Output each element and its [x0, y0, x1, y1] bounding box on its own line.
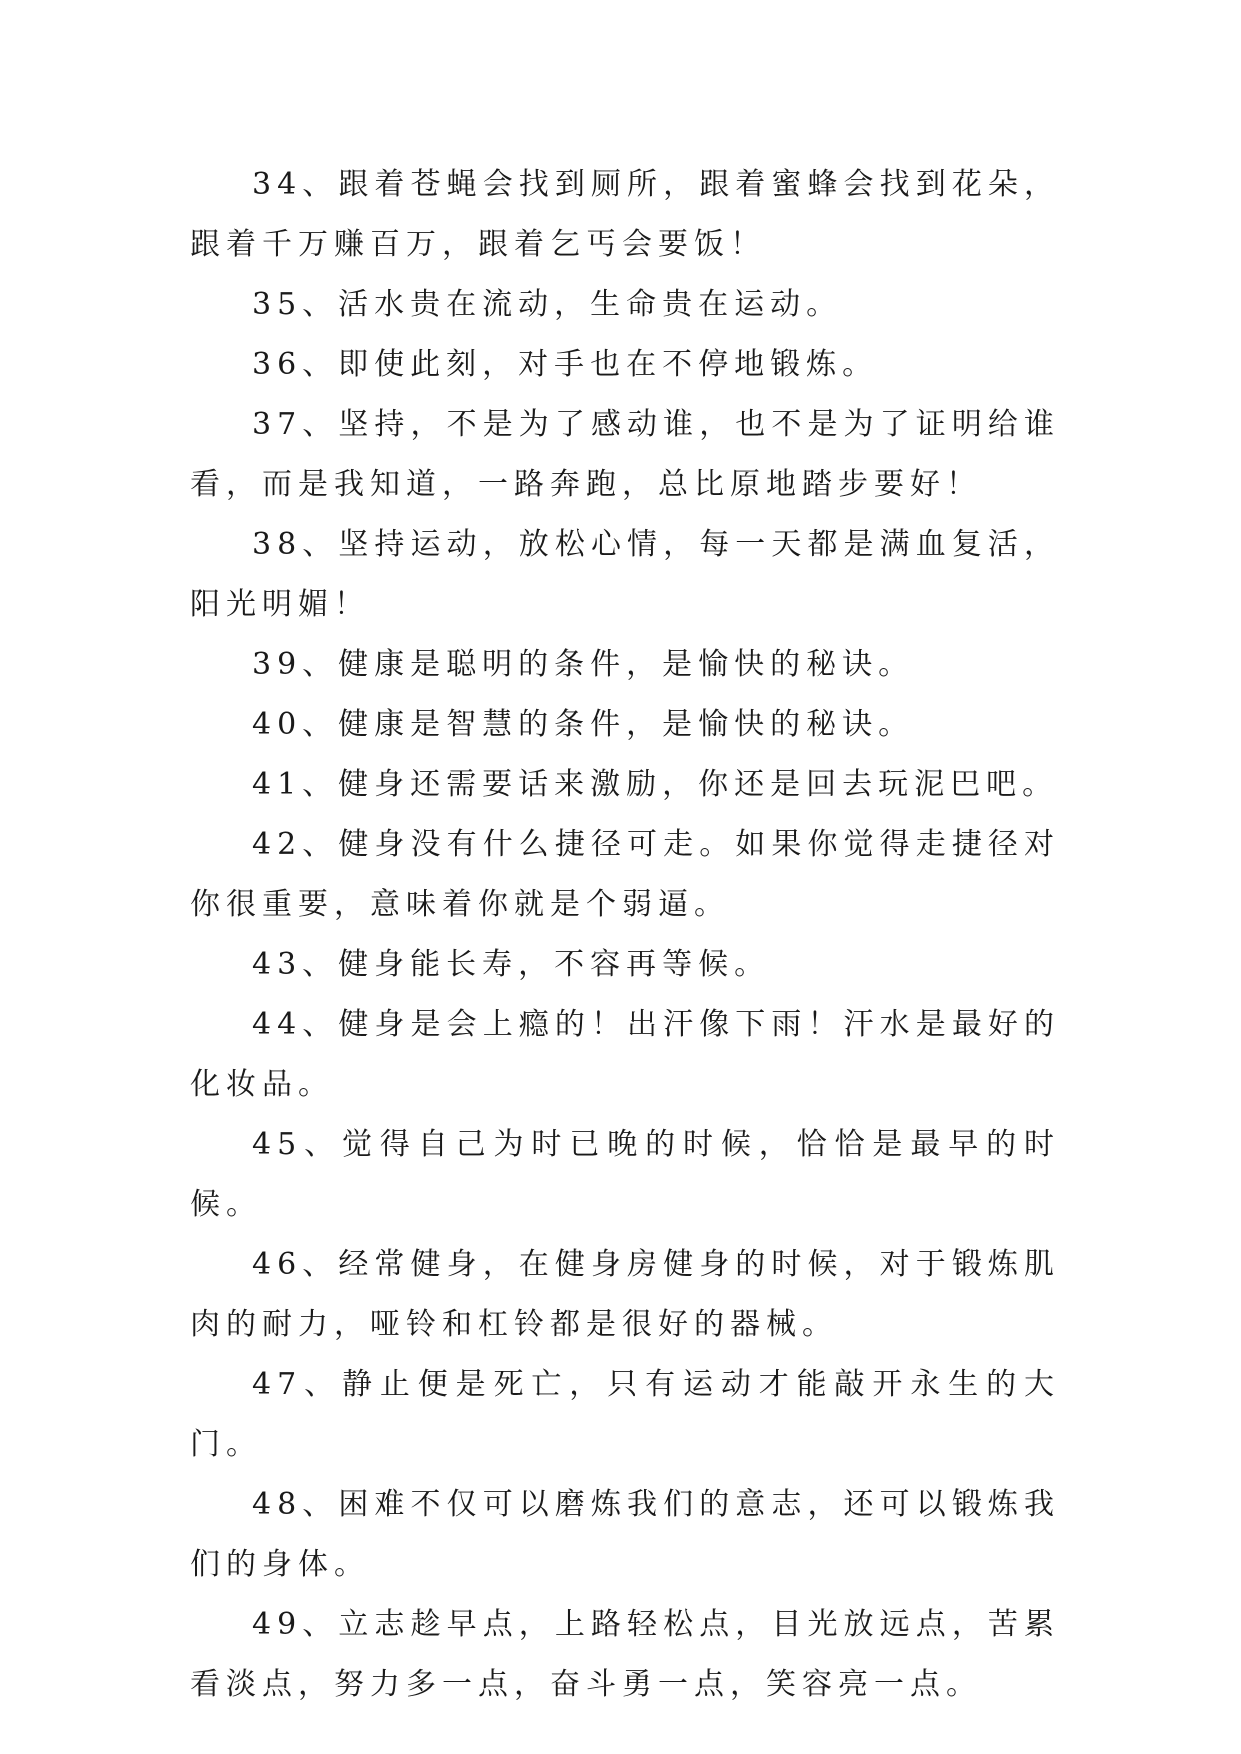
paragraph-34: 34、跟着苍蝇会找到厕所，跟着蜜蜂会找到花朵，跟着千万赚百万，跟着乞丐会要饭！	[190, 167, 1060, 262]
paragraph-37: 37、坚持，不是为了感动谁，也不是为了证明给谁看，而是我知道，一路奔跑，总比原地踏步要好！	[190, 407, 1060, 502]
paragraph-36: 36、即使此刻，对手也在不停地锻炼。	[252, 347, 879, 382]
document-body	[190, 155, 1060, 1715]
paragraph-45: 45、觉得自己为时已晚的时候，恰恰是最早的时候。	[190, 1127, 1060, 1222]
paragraph-49: 49、立志趁早点，上路轻松点，目光放远点，苦累看淡点，努力多一点，奋斗勇一点，笑容亮一点。	[190, 1607, 1060, 1702]
paragraph-41: 41、健身还需要话来激励，你还是回去玩泥巴吧。	[252, 767, 1059, 802]
paragraph-40: 40、健康是智慧的条件，是愉快的秘诀。	[252, 707, 915, 742]
paragraph-35: 35、活水贵在流动，生命贵在运动。	[252, 287, 843, 322]
paragraph-43: 43、健身能长寿，不容再等候。	[252, 947, 771, 982]
paragraph-47: 47、静止便是死亡，只有运动才能敲开永生的大门。	[190, 1367, 1060, 1462]
paragraph-44: 44、健身是会上瘾的！出汗像下雨！汗水是最好的化妆品。	[190, 1007, 1060, 1102]
paragraph-48: 48、困难不仅可以磨炼我们的意志，还可以锻炼我们的身体。	[190, 1487, 1060, 1582]
paragraph-38: 38、坚持运动，放松心情，每一天都是满血复活，阳光明媚！	[190, 527, 1060, 622]
paragraph-42: 42、健身没有什么捷径可走。如果你觉得走捷径对你很重要，意味着你就是个弱逼。	[190, 827, 1060, 922]
paragraph-39: 39、健康是聪明的条件，是愉快的秘诀。	[252, 647, 915, 682]
paragraph-46: 46、经常健身，在健身房健身的时候，对于锻炼肌肉的耐力，哑铃和杠铃都是很好的器械。	[190, 1247, 1060, 1342]
